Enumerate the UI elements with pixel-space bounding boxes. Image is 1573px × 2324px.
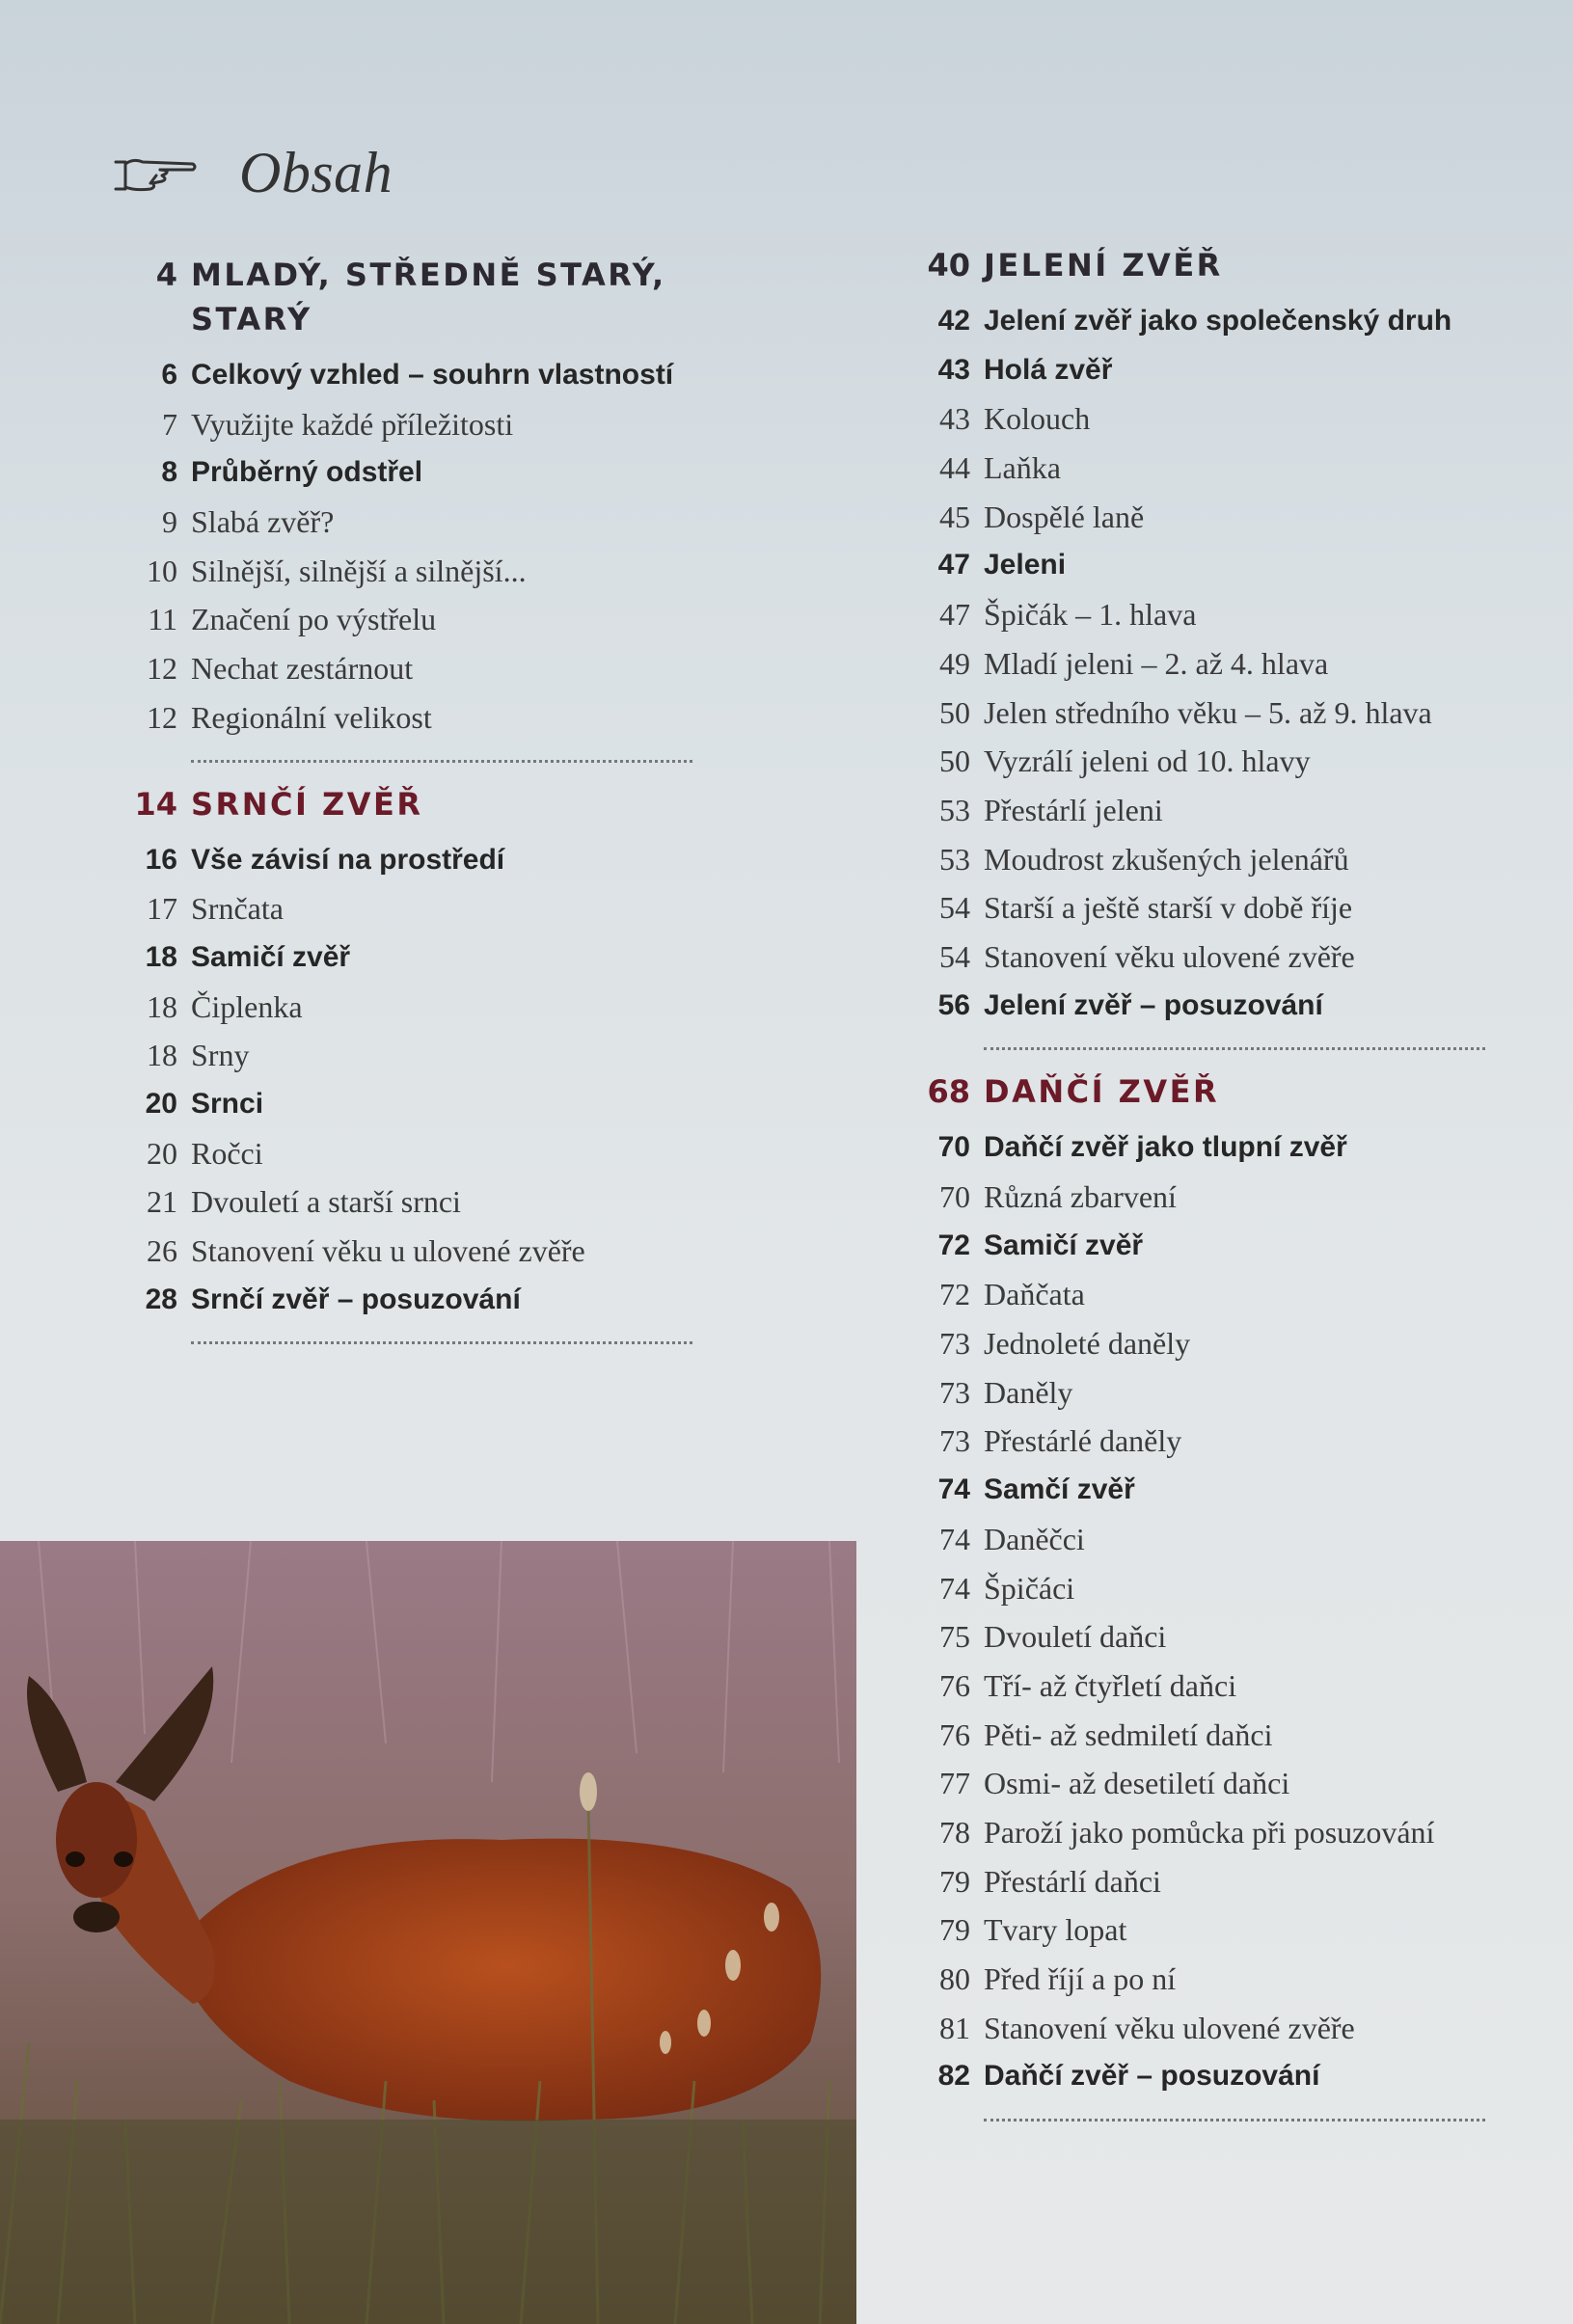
toc-entry[interactable] [114, 400, 712, 449]
entry-title: Nechat zestárnout [191, 651, 414, 687]
entry-title: Samčí zvěř [984, 1473, 1135, 1506]
entry-title: Tvary lopat [984, 1912, 1127, 1948]
entry-page-number: 50 [939, 694, 970, 730]
toc-entry[interactable] [114, 448, 712, 498]
entry-page-number: 44 [939, 450, 970, 486]
entry-title: Tří- až čtyřletí daňci [984, 1667, 1237, 1703]
toc-entry[interactable] [907, 1662, 1524, 1711]
entry-page-number: 10 [147, 553, 177, 588]
section-heading[interactable] [907, 1069, 1524, 1114]
section-title: DAŇČÍ ZVĚŘ [984, 1073, 1220, 1111]
entry-page-number: 53 [939, 841, 970, 877]
dotted-divider [191, 1341, 692, 1344]
toc-section-jeleni-zver [907, 243, 1524, 1050]
toc-section-danci-zver [907, 1069, 1524, 2121]
entry-title: Stanovení věku u ulovené zvěře [191, 1233, 585, 1268]
toc-entry[interactable] [907, 1173, 1524, 1222]
entry-page-number: 18 [147, 1038, 177, 1073]
toc-entry[interactable] [907, 493, 1524, 542]
toc-entry[interactable] [907, 1319, 1524, 1368]
entry-page-number: 18 [147, 988, 177, 1024]
section-heading[interactable] [907, 243, 1524, 287]
entry-page-number: 6 [161, 359, 177, 391]
section-heading[interactable] [114, 782, 712, 826]
section-page-number: 68 [927, 1073, 970, 1111]
entry-page-number: 54 [939, 938, 970, 974]
entry-page-number: 20 [145, 1087, 177, 1120]
entry-title: Vyzrálí jeleni od 10. hlavy [984, 743, 1311, 779]
entry-title: Osmi- až desetiletí daňci [984, 1766, 1290, 1801]
entry-title: Paroží jako pomůcka při posuzování [984, 1814, 1435, 1850]
toc-entry[interactable] [907, 1905, 1524, 1955]
entry-page-number: 42 [937, 305, 970, 337]
entry-title: Silnější, silnější a silnější... [191, 553, 527, 588]
toc-entry[interactable] [114, 1031, 712, 1080]
entry-title: Celkový vzhled – souhrn vlastností [191, 359, 674, 391]
entry-page-number: 50 [939, 743, 970, 779]
entry-page-number: 49 [939, 645, 970, 681]
toc-section-mlady-stredne-stary-stary [114, 253, 712, 763]
entry-title: Samičí zvěř [191, 940, 351, 973]
toc-entry[interactable] [907, 1564, 1524, 1613]
entry-title: Daňčí zvěř – posuzování [984, 2060, 1320, 2093]
entry-title: Daňčí zvěř jako tlupní zvěř [984, 1131, 1347, 1164]
entry-title: Daňčata [984, 1277, 1085, 1312]
toc-entry[interactable] [114, 983, 712, 1032]
dotted-divider [191, 760, 692, 763]
entry-page-number: 8 [161, 456, 177, 489]
toc-entry[interactable] [114, 1177, 712, 1227]
entry-title: Průběrný odstřel [191, 456, 423, 489]
entry-page-number: 73 [939, 1326, 970, 1362]
entry-page-number: 12 [147, 651, 177, 687]
toc-entry[interactable] [907, 835, 1524, 884]
entry-page-number: 82 [937, 2060, 970, 2093]
entry-page-number: 26 [147, 1233, 177, 1268]
toc-entry[interactable] [114, 693, 712, 743]
entry-page-number: 16 [145, 843, 177, 876]
entry-page-number: 12 [147, 699, 177, 735]
toc-entry[interactable] [114, 547, 712, 596]
entry-page-number: 43 [937, 353, 970, 386]
toc-entry[interactable] [114, 1276, 712, 1325]
section-page-number: 4 [155, 257, 177, 293]
toc-entry[interactable] [907, 394, 1524, 444]
entry-title: Srnci [191, 1087, 264, 1120]
entry-page-number: 9 [162, 504, 177, 540]
toc-entry[interactable] [114, 595, 712, 644]
entry-page-number: 56 [937, 988, 970, 1021]
toc-entry[interactable] [907, 1222, 1524, 1271]
entry-title: Starší a ještě starší v době říje [984, 890, 1353, 926]
toc-entry[interactable] [907, 541, 1524, 590]
section-title: MLADÝ, STŘEDNĚ STARÝ, STARÝ [191, 257, 666, 338]
toc-column-left [114, 253, 712, 1364]
entry-title: Využijte každé příležitosti [191, 406, 514, 442]
toc-entry[interactable] [907, 932, 1524, 982]
entry-page-number: 43 [939, 401, 970, 437]
toc-entry[interactable] [114, 1129, 712, 1178]
entry-title: Mladí jeleni – 2. až 4. hlava [984, 645, 1329, 681]
toc-entry[interactable] [114, 884, 712, 933]
section-heading[interactable] [114, 253, 712, 341]
toc-entry[interactable] [114, 1227, 712, 1276]
toc-entry[interactable] [907, 590, 1524, 639]
entry-title: Daněčci [984, 1521, 1085, 1556]
entry-title: Pěti- až sedmiletí daňci [984, 1716, 1273, 1752]
toc-entry[interactable] [907, 1857, 1524, 1906]
toc-entry[interactable] [907, 982, 1524, 1031]
entry-title: Regionální velikost [191, 699, 432, 735]
toc-entry[interactable] [907, 2004, 1524, 2053]
toc-entry[interactable] [114, 351, 712, 400]
entry-title: Kolouch [984, 401, 1091, 437]
entry-title: Laňka [984, 450, 1061, 486]
toc-entry[interactable] [907, 639, 1524, 689]
entry-page-number: 70 [939, 1179, 970, 1214]
entry-page-number: 21 [147, 1184, 177, 1220]
entry-page-number: 81 [939, 2010, 970, 2045]
toc-entry[interactable] [907, 444, 1524, 493]
entry-title: Stanovení věku ulovené zvěře [984, 2010, 1355, 2045]
entry-title: Jelen středního věku – 5. až 9. hlava [984, 694, 1432, 730]
entry-title: Ročci [191, 1135, 263, 1171]
page-title: Obsah [239, 141, 393, 204]
entry-title: Špičáci [984, 1570, 1075, 1606]
entry-title: Před říjí a po ní [984, 1961, 1177, 1996]
entry-title: Daněly [984, 1374, 1073, 1410]
toc-entry[interactable] [907, 1808, 1524, 1857]
toc-entry[interactable] [907, 1417, 1524, 1466]
entry-title: Vše závisí na prostředí [191, 843, 505, 876]
roe-deer-photo [0, 1541, 856, 2324]
entry-page-number: 18 [145, 940, 177, 973]
section-page-number: 14 [134, 785, 177, 823]
entry-title: Značení po výstřelu [191, 602, 437, 637]
entry-page-number: 70 [937, 1131, 970, 1164]
entry-title: Srnčí zvěř – posuzování [191, 1283, 521, 1315]
entry-title: Různá zbarvení [984, 1179, 1177, 1214]
entry-title: Dvouletí a starší srnci [191, 1184, 461, 1220]
toc-entry[interactable] [907, 2052, 1524, 2101]
entry-title: Přestárlé daněly [984, 1423, 1182, 1459]
entry-title: Dospělé laně [984, 499, 1145, 534]
toc-entry[interactable] [907, 346, 1524, 395]
entry-title: Přestárlí daňci [984, 1863, 1161, 1899]
toc-section-srnci-zver [114, 782, 712, 1345]
toc-entry[interactable] [114, 1080, 712, 1129]
entry-title: Slabá zvěř? [191, 504, 335, 540]
toc-entry[interactable] [907, 1515, 1524, 1564]
entry-page-number: 47 [939, 597, 970, 633]
entry-page-number: 74 [939, 1521, 970, 1556]
section-page-number: 40 [927, 247, 970, 284]
dotted-divider [984, 1047, 1485, 1050]
entry-page-number: 76 [939, 1667, 970, 1703]
toc-entry[interactable] [907, 297, 1524, 346]
toc-entry[interactable] [114, 836, 712, 885]
entry-title: Jednoleté daněly [984, 1326, 1191, 1362]
entry-page-number: 28 [145, 1283, 177, 1315]
entry-page-number: 73 [939, 1374, 970, 1410]
entry-title: Jeleni [984, 549, 1067, 581]
entry-page-number: 73 [939, 1423, 970, 1459]
entry-page-number: 74 [939, 1570, 970, 1606]
toc-entry[interactable] [907, 786, 1524, 835]
toc-entry[interactable] [907, 1368, 1524, 1418]
entry-page-number: 78 [939, 1814, 970, 1850]
entry-title: Jelení zvěř jako společenský druh [984, 305, 1452, 337]
entry-page-number: 17 [147, 891, 177, 927]
entry-title: Čiplenka [191, 988, 303, 1024]
entry-page-number: 7 [162, 406, 177, 442]
entry-page-number: 53 [939, 792, 970, 827]
entry-title: Jelení zvěř – posuzování [984, 988, 1323, 1021]
entry-title: Moudrost zkušených jelenářů [984, 841, 1349, 877]
entry-page-number: 79 [939, 1912, 970, 1948]
entry-page-number: 79 [939, 1863, 970, 1899]
entry-page-number: 11 [148, 602, 177, 637]
entry-title: Srnčata [191, 891, 284, 927]
entry-page-number: 54 [939, 890, 970, 926]
entry-title: Stanovení věku ulovené zvěře [984, 938, 1355, 974]
entry-page-number: 72 [939, 1277, 970, 1312]
toc-entry[interactable] [907, 1711, 1524, 1760]
entry-page-number: 47 [937, 549, 970, 581]
toc-entry[interactable] [907, 1123, 1524, 1173]
entry-page-number: 20 [147, 1135, 177, 1171]
entry-title: Dvouletí daňci [984, 1619, 1167, 1655]
toc-entry[interactable] [907, 1955, 1524, 2004]
toc-entry[interactable] [114, 644, 712, 693]
toc-entry[interactable] [907, 1270, 1524, 1319]
section-title: SRNČÍ ZVĚŘ [191, 785, 423, 823]
toc-entry[interactable] [907, 1612, 1524, 1662]
entry-title: Špičák – 1. hlava [984, 597, 1197, 633]
entry-page-number: 74 [937, 1473, 970, 1506]
entry-title: Přestárlí jeleni [984, 792, 1163, 827]
pointing-hand-icon [114, 152, 197, 195]
entry-title: Srny [191, 1038, 250, 1073]
toc-entry[interactable] [907, 689, 1524, 738]
entry-page-number: 45 [939, 499, 970, 534]
toc-entry[interactable] [114, 498, 712, 547]
entry-title: Samičí zvěř [984, 1229, 1144, 1261]
toc-entry[interactable] [114, 933, 712, 983]
entry-page-number: 76 [939, 1716, 970, 1752]
dotted-divider [984, 2119, 1485, 2121]
entry-page-number: 72 [937, 1229, 970, 1261]
toc-entry[interactable] [907, 1466, 1524, 1515]
toc-heading [114, 140, 393, 206]
entry-page-number: 75 [939, 1619, 970, 1655]
entry-page-number: 80 [939, 1961, 970, 1996]
entry-page-number: 77 [939, 1766, 970, 1801]
section-title: JELENÍ ZVĚŘ [984, 247, 1223, 284]
toc-entry[interactable] [907, 737, 1524, 786]
toc-entry[interactable] [907, 1759, 1524, 1808]
entry-title: Holá zvěř [984, 353, 1113, 386]
toc-column-right [907, 243, 1524, 2141]
toc-entry[interactable] [907, 883, 1524, 932]
